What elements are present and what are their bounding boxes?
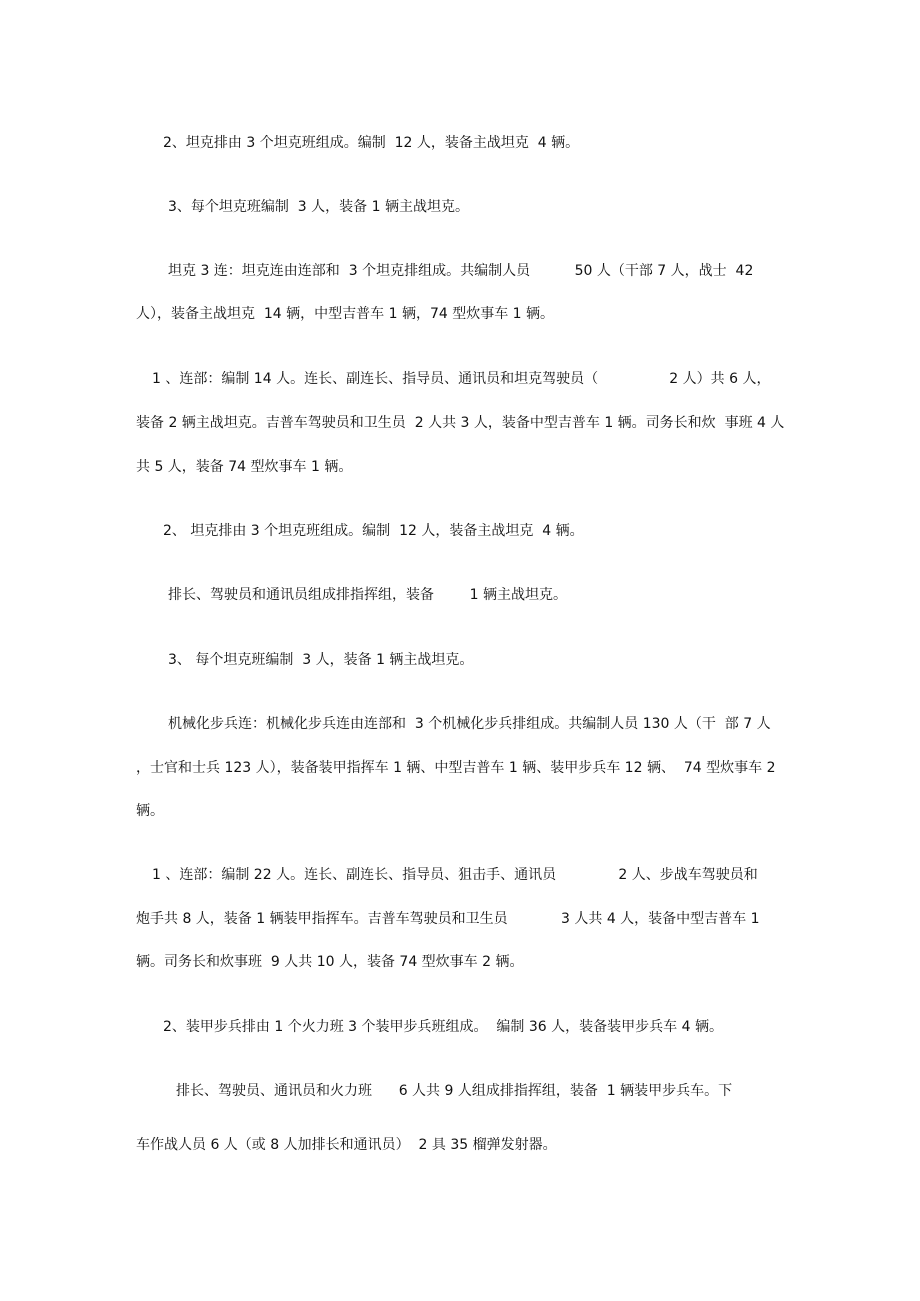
text-line: ，士官和士兵 123 人），装备装甲指挥车 1 辆、中型吉普车 1 辆、装甲步兵车 12 辆、 74 型炊事车 2 (136, 760, 776, 776)
text-line: 1 、连部：编制 22 人。连长、副连长、指导员、狙击手、通讯员 2 人、步战车驾驶员和 (152, 867, 758, 883)
text-line: 辆。司务长和炊事班 9 人共 10 人，装备 74 型炊事车 2 辆。 (136, 954, 524, 970)
text-line: 机械化步兵连：机械化步兵连由连部和 3 个机械化步兵排组成。共编制人员 130 人（干 部 7 人 (168, 716, 771, 732)
text-line: 2、 坦克排由 3 个坦克班组成。编制 12 人，装备主战坦克 4 辆。 (163, 523, 584, 539)
text-line: 1 、连部：编制 14 人。连长、副连长、指导员、通讯员和坦克驾驶员（ 2 人）共 6 人， (152, 371, 771, 387)
text-line: 2、坦克排由 3 个坦克班组成。编制 12 人，装备主战坦克 4 辆。 (163, 135, 580, 151)
text-line: 辆。 (136, 803, 164, 819)
text-line: 车作战人员 6 人（或 8 人加排长和通讯员） 2 具 35 榴弹发射器。 (136, 1137, 557, 1153)
text-line: 共 5 人，装备 74 型炊事车 1 辆。 (136, 459, 353, 475)
text-line: 排长、驾驶员和通讯员组成排指挥组，装备 1 辆主战坦克。 (168, 587, 567, 603)
text-line: 坦克 3 连：坦克连由连部和 3 个坦克排组成。共编制人员 50 人（干部 7 人，战士 42 (168, 263, 754, 279)
text-line: 2、装甲步兵排由 1 个火力班 3 个装甲步兵班组成。 编制 36 人，装备装甲步兵车 4 辆。 (163, 1019, 723, 1035)
text-line: 3、 每个坦克班编制 3 人，装备 1 辆主战坦克。 (168, 652, 474, 668)
text-line: 3、每个坦克班编制 3 人，装备 1 辆主战坦克。 (168, 199, 469, 215)
text-line: 人），装备主战坦克 14 辆，中型吉普车 1 辆，74 型炊事车 1 辆。 (136, 306, 555, 322)
text-line: 炮手共 8 人，装备 1 辆装甲指挥车。吉普车驾驶员和卫生员 3 人共 4 人，装备中型吉普车 1 (136, 911, 760, 927)
text-line: 装备 2 辆主战坦克。吉普车驾驶员和卫生员 2 人共 3 人，装备中型吉普车 1 辆。司务长和炊 事班 4 人 (136, 415, 785, 431)
text-line: 排长、驾驶员、通讯员和火力班 6 人共 9 人组成排指挥组，装备 1 辆装甲步兵车。下 (176, 1083, 733, 1099)
